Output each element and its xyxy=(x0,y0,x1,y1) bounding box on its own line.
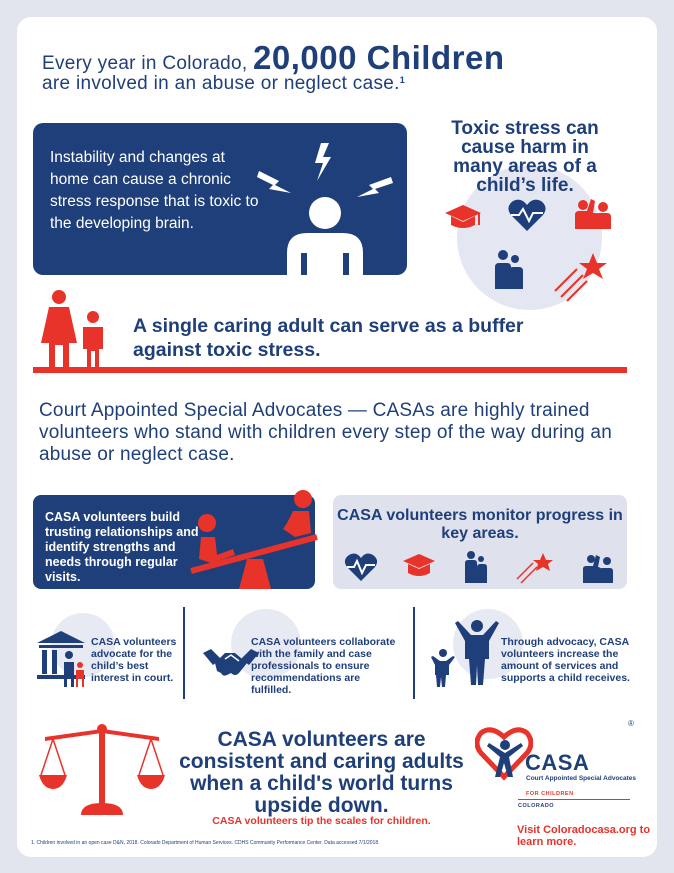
monitor-panel xyxy=(333,495,627,589)
infographic-card xyxy=(17,17,657,857)
high-five-icon xyxy=(575,199,611,229)
tagline: CASA volunteers tip the scales for children. xyxy=(212,815,431,827)
role-advocacy-text: Through advocacy, CASA volunteers increase the amount of services and supports a child receives. xyxy=(501,636,630,684)
header-line-2-text: are involved in an abuse or neglect case. xyxy=(42,73,400,94)
buffer-text: A single caring adult can serve as a buffer against toxic stress. xyxy=(133,315,524,361)
graduation-cap-icon xyxy=(403,554,435,576)
role-collaborate-text: CASA volunteers collaborate with the family and case professionals to ensure recommendations are fulfilled. xyxy=(251,636,396,696)
divider-1 xyxy=(183,607,185,699)
casa-logo-for-children: FOR CHILDREN xyxy=(526,791,574,797)
heartbeat-icon xyxy=(508,200,545,231)
adult-child-icon xyxy=(37,289,109,369)
graduation-cap-icon xyxy=(445,205,481,228)
seesaw-icon xyxy=(187,489,327,599)
divider-red xyxy=(33,367,627,373)
casa-logo-state: COLORADO xyxy=(518,803,555,809)
courthouse-icon xyxy=(35,629,91,687)
family-icon xyxy=(495,250,523,289)
toxic-title: Toxic stress can cause harm in many areas of a child’s life. xyxy=(451,118,599,196)
registered-mark: ® xyxy=(628,719,634,728)
shooting-star-icon xyxy=(555,253,607,301)
heartbeat-icon xyxy=(345,554,377,581)
casa-logo-rule xyxy=(518,799,630,800)
casa-logo-subtitle: Court Appointed Special Advocates xyxy=(526,775,637,782)
header-line-2 xyxy=(42,73,405,95)
consistent-text: CASA volunteers are consistent and caring adults when a child's world turns upside down. xyxy=(179,728,464,817)
header-highlight: 20,000 Children xyxy=(253,39,505,76)
celebrating-people-icon xyxy=(427,619,503,689)
monitor-title: CASA volunteers monitor progress in key areas. xyxy=(337,507,623,542)
build-text: CASA volunteers build trusting relationships and identify strengths and needs through regular visits. xyxy=(45,510,199,584)
divider-2 xyxy=(413,607,415,699)
shooting-star-icon xyxy=(517,553,553,583)
role-court-text: CASA volunteers advocate for the child’s best interest in court. xyxy=(91,636,177,684)
high-five-icon xyxy=(583,555,613,583)
stressed-person-icon xyxy=(253,141,398,275)
stress-panel xyxy=(33,123,407,275)
stress-text: Instability and changes at home can cause a chronic stress response that is toxic to the developing brain. xyxy=(50,149,259,232)
visit-link[interactable]: Visit Coloradocasa.org to learn more. xyxy=(517,824,651,848)
scales-icon xyxy=(39,723,165,819)
monitor-icons xyxy=(343,549,619,587)
family-icon xyxy=(465,551,487,583)
header-line-1 xyxy=(42,39,504,77)
toxic-areas-icons xyxy=(443,193,613,303)
footnote-ref: 1 xyxy=(399,75,405,85)
casa-intro: Court Appointed Special Advocates — CASAs are highly trained volunteers who stand with children every step of the way during an abuse or neglect case. xyxy=(39,400,612,465)
footnote: 1. Children involved in an open case D&N, 2018. Colorado Department of Human Services. CDHS Community Performance Center. Data accessed 7/1/2018. xyxy=(31,840,380,846)
casa-logo-text: CASA xyxy=(525,750,590,775)
header-prefix: Every year in Colorado, xyxy=(42,53,248,74)
